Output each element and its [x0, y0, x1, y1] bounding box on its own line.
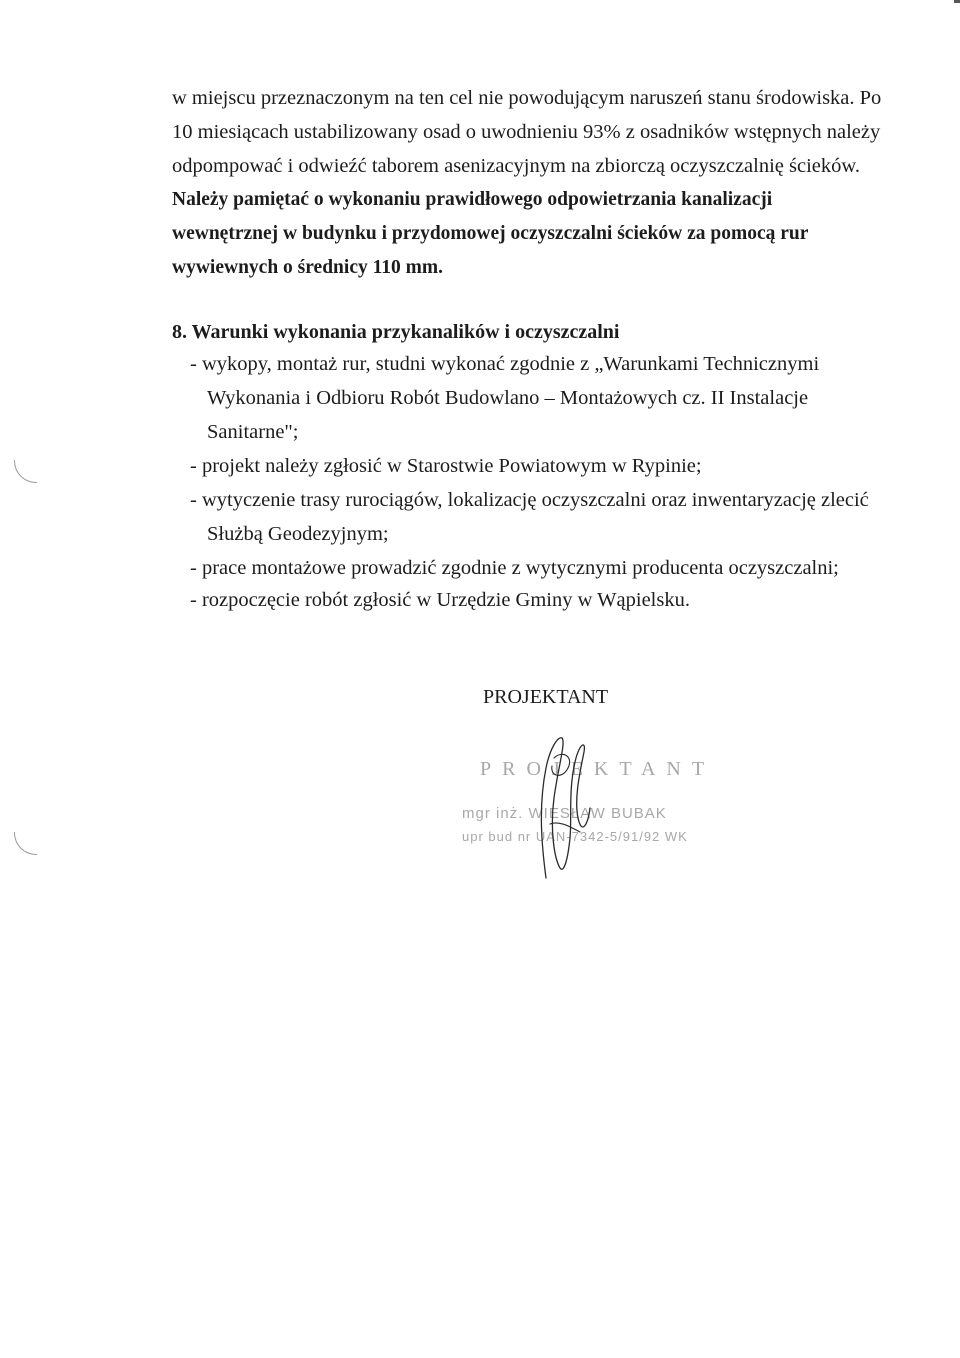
margin-hole-mark: [14, 460, 37, 483]
section-8-item-1-line-2: Wykonania i Odbioru Robót Budowlano – Montażowych cz. II Instalacje: [207, 387, 809, 409]
paragraph-1-line-1: w miejscu przeznaczonym na ten cel nie powodującym naruszeń stanu środowiska. Po: [172, 87, 882, 109]
stamp-title: PROJEKTANT: [480, 758, 716, 780]
handwritten-signature-icon: [450, 728, 690, 888]
bold-paragraph-line-1: Należy pamiętać o wykonaniu prawidłowego odpowietrzania kanalizacji: [172, 189, 773, 210]
section-8-item-1-line-3: Sanitarne";: [207, 421, 299, 443]
section-8-item-3-line-2: Służbą Geodezyjnym;: [207, 523, 389, 545]
margin-hole-mark: [14, 832, 37, 855]
section-8-item-3-line-1: - wytyczenie trasy rurociągów, lokalizację oczyszczalni oraz inwentaryzację zlecić: [190, 489, 869, 511]
paragraph-1-line-2: 10 miesiącach ustabilizowany osad o uwodnieniu 93% z osadników wstępnych należy: [172, 121, 881, 143]
signature-title: PROJEKTANT: [483, 686, 609, 708]
stamp-license: upr bud nr UAN-7342-5/91/92 WK: [462, 829, 688, 844]
stamp-name: mgr inż. WIESŁAW BUBAK: [462, 805, 667, 822]
bold-paragraph-line-3: wywiewnych o średnicy 110 mm.: [172, 257, 444, 278]
section-8-heading: 8. Warunki wykonania przykanalików i oczyszczalni: [172, 321, 620, 343]
designer-stamp: [450, 728, 716, 888]
paragraph-1-line-3: odpompować i odwieźć taborem asenizacyjnym na zbiorczą oczyszczalnię ścieków.: [172, 155, 860, 177]
section-8-item-4: - prace montażowe prowadzić zgodnie z wytycznymi producenta oczyszczalni;: [190, 557, 839, 579]
section-8-item-2: - projekt należy zgłosić w Starostwie Powiatowym w Rypinie;: [190, 455, 702, 477]
section-8-item-1-line-1: - wykopy, montaż rur, studni wykonać zgodnie z „Warunkami Technicznymi: [190, 353, 820, 375]
corner-mark: [954, 0, 960, 3]
section-8-item-5: - rozpoczęcie robót zgłosić w Urzędzie Gminy w Wąpielsku.: [190, 589, 690, 611]
bold-paragraph-line-2: wewnętrznej w budynku i przydomowej oczyszczalni ścieków za pomocą rur: [172, 223, 809, 244]
